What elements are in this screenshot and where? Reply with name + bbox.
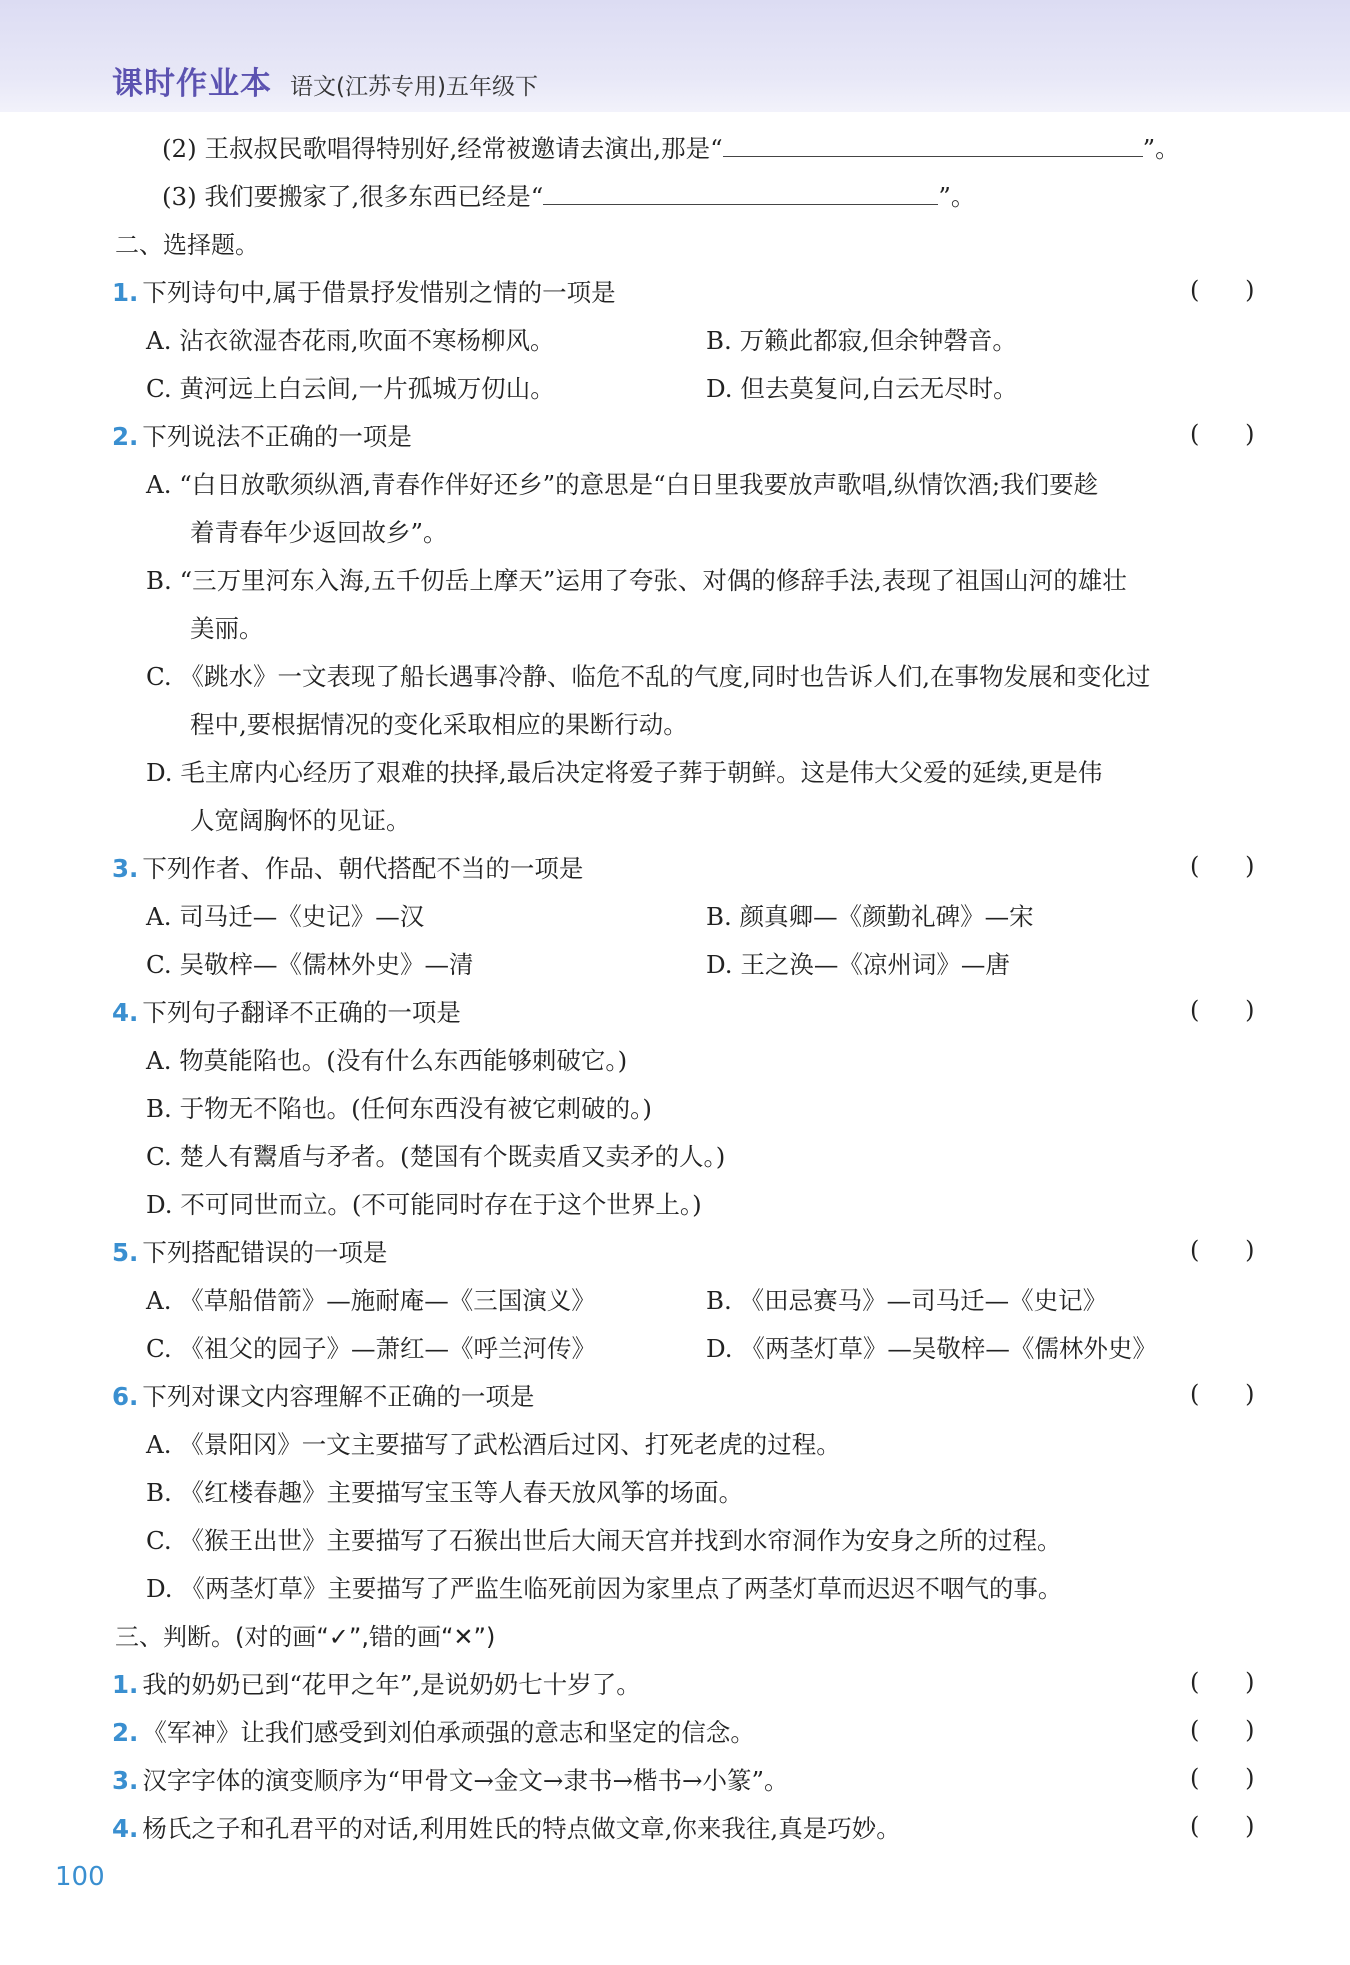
option-d: D. 王之涣—《凉州词》—唐 [706, 950, 1010, 979]
option-d: D. 不可同世而立。(不可能同时存在于这个世界上。) [146, 1190, 702, 1219]
option-b: B. 颜真卿—《颜勤礼碑》—宋 [706, 902, 1034, 931]
option-b: B. 万籁此都寂,但余钟磬音。 [706, 326, 1017, 355]
option-d-cont: 人宽阔胸怀的见证。 [190, 806, 411, 835]
answer-paren[interactable]: ( ) [1190, 996, 1255, 1024]
judge-item-1: 1. 我的奶奶已到“花甲之年”,是说奶奶七十岁了。 [112, 1670, 641, 1699]
judge-item-3: 3. 汉字字体的演变顺序为“甲骨文→金文→隶书→楷书→小篆”。 [112, 1766, 789, 1795]
question-3: 3. 下列作者、作品、朝代搭配不当的一项是 [112, 854, 584, 883]
option-b: B. 《田忌赛马》—司马迁—《史记》 [706, 1286, 1108, 1315]
option-c: C. 《猴王出世》主要描写了石猴出世后大闹天宫并找到水帘洞作为安身之所的过程。 [146, 1526, 1062, 1555]
option-a: A. 《草船借箭》—施耐庵—《三国演义》 [146, 1286, 596, 1315]
answer-blank[interactable] [543, 182, 938, 205]
fill-item-3: (3) 我们要搬家了,很多东西已经是“ ”。 [162, 182, 976, 211]
option-c: C. 《跳水》一文表现了船长遇事冷静、临危不乱的气度,同时也告诉人们,在事物发展和变化过 [146, 662, 1151, 691]
option-a: A. 沾衣欲湿杏花雨,吹面不寒杨柳风。 [146, 326, 555, 355]
question-4: 4. 下列句子翻译不正确的一项是 [112, 998, 461, 1027]
option-a: A. 司马迁—《史记》—汉 [146, 902, 425, 931]
option-b: B. “三万里河东入海,五千仞岳上摩天”运用了夸张、对偶的修辞手法,表现了祖国山河的雄壮 [146, 566, 1127, 595]
option-c: C. 《祖父的园子》—萧红—《呼兰河传》 [146, 1334, 596, 1363]
option-a: A. 物莫能陷也。(没有什么东西能够刺破它。) [146, 1046, 628, 1075]
judge-item-2: 2. 《军神》让我们感受到刘伯承顽强的意志和坚定的信念。 [112, 1718, 755, 1747]
option-c: C. 吴敬梓—《儒林外史》—清 [146, 950, 474, 979]
option-a: A. “白日放歌须纵酒,青春作伴好还乡”的意思是“白日里我要放声歌唱,纵情饮酒;我们要趁 [146, 470, 1099, 499]
fill-item-2: (2) 王叔叔民歌唱得特别好,经常被邀请去演出,那是“ ”。 [162, 134, 1180, 163]
option-c: C. 楚人有鬻盾与矛者。(楚国有个既卖盾又卖矛的人。) [146, 1142, 726, 1171]
answer-paren[interactable]: ( ) [1190, 276, 1255, 304]
answer-paren[interactable]: ( ) [1190, 1812, 1255, 1840]
option-d: D. 《两茎灯草》主要描写了严监生临死前因为家里点了两茎灯草而迟迟不咽气的事。 [146, 1574, 1063, 1603]
option-b: B. 《红楼春趣》主要描写宝玉等人春天放风筝的场面。 [146, 1478, 744, 1507]
answer-paren[interactable]: ( ) [1190, 1236, 1255, 1264]
page-header [0, 0, 1350, 112]
answer-paren[interactable]: ( ) [1190, 420, 1255, 448]
page-number: 100 [55, 1862, 105, 1892]
judge-item-4: 4. 杨氏之子和孔君平的对话,利用姓氏的特点做文章,你来我往,真是巧妙。 [112, 1814, 901, 1843]
option-b: B. 于物无不陷也。(任何东西没有被它刺破的。) [146, 1094, 652, 1123]
answer-paren[interactable]: ( ) [1190, 1764, 1255, 1792]
option-d: D. 但去莫复问,白云无尽时。 [706, 374, 1018, 403]
answer-paren[interactable]: ( ) [1190, 1716, 1255, 1744]
answer-paren[interactable]: ( ) [1190, 1380, 1255, 1408]
option-d: D. 毛主席内心经历了艰难的抉择,最后决定将爱子葬于朝鲜。这是伟大父爱的延续,更是伟 [146, 758, 1103, 787]
question-1: 1. 下列诗句中,属于借景抒发惜别之情的一项是 [112, 278, 616, 307]
option-c: C. 黄河远上白云间,一片孤城万仞山。 [146, 374, 555, 403]
question-6: 6. 下列对课文内容理解不正确的一项是 [112, 1382, 535, 1411]
option-b-cont: 美丽。 [190, 614, 264, 643]
question-2: 2. 下列说法不正确的一项是 [112, 422, 412, 451]
answer-paren[interactable]: ( ) [1190, 852, 1255, 880]
option-c-cont: 程中,要根据情况的变化采取相应的果断行动。 [190, 710, 688, 739]
option-d: D. 《两茎灯草》—吴敬梓—《儒林外史》 [706, 1334, 1157, 1363]
section-2-title: 二、选择题。 [115, 231, 259, 259]
book-title: 课时作业本 [112, 66, 272, 102]
answer-paren[interactable]: ( ) [1190, 1668, 1255, 1696]
book-subtitle: 语文(江苏专用)五年级下 [290, 74, 538, 100]
option-a-cont: 着青春年少返回故乡”。 [190, 518, 448, 547]
section-3-title: 三、判断。(对的画“✓”,错的画“✕”) [115, 1623, 496, 1651]
answer-blank[interactable] [723, 134, 1143, 157]
question-5: 5. 下列搭配错误的一项是 [112, 1238, 388, 1267]
option-a: A. 《景阳冈》一文主要描写了武松酒后过冈、打死老虎的过程。 [146, 1430, 841, 1459]
